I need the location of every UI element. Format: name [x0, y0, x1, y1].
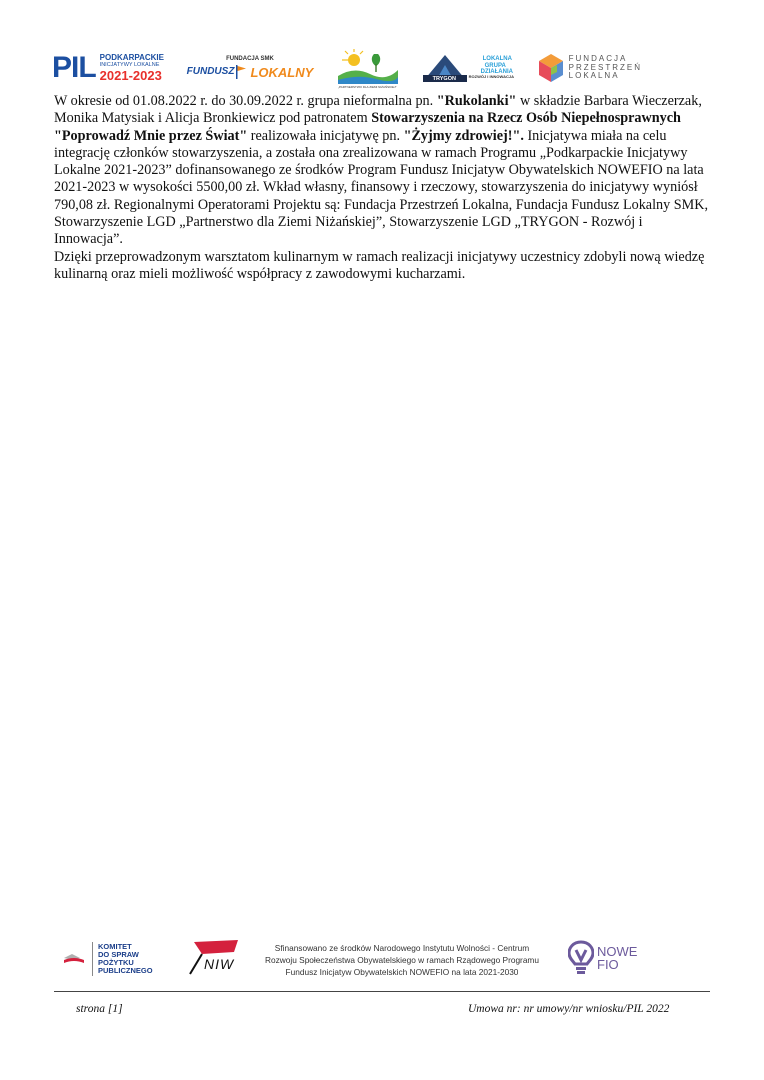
trygon-badge: TRYGON: [432, 75, 456, 82]
pil-logo-line1: PODKARPACKIE: [99, 52, 164, 62]
fpl-line2: PRZESTRZEŃ: [568, 62, 642, 72]
pil-logo-line2: INICJATYWY LOKALNE: [99, 61, 160, 68]
funding-line2: Rozwoju Społeczeństwa Obywatelskiego w ramach Rządowego Programu: [265, 955, 539, 965]
kdspp-text: [98, 943, 153, 975]
kdspp-divider: [92, 942, 93, 976]
trygon-line1: LOKALNA: [482, 56, 512, 63]
trygon-emblem: [423, 53, 467, 83]
landscape-icon: [336, 48, 400, 88]
kdspp-logo: [62, 942, 153, 976]
funding-line3: Fundusz Inicjatyw Obywatelskich NOWEFIO na lata 2021-2030: [285, 967, 519, 977]
eagle-flag-icon: [62, 950, 86, 968]
niw-logo-text: NIW: [204, 956, 235, 972]
trygon-line2: GRUPA: [484, 62, 506, 69]
kdspp-line1: KOMITET: [98, 942, 132, 952]
fundusz-lokalny-word1: FUNDUSZ: [186, 66, 235, 77]
contract-number: Umowa nr: nr umowy/nr wniosku/PIL 2022: [468, 1003, 670, 1015]
nowefio-logo: [568, 940, 637, 976]
partnerstwo-logo: [336, 48, 400, 88]
trygon-line4: ROZWÓJ I INNOWACJA: [468, 74, 514, 80]
group-name: "Rukolanki": [436, 93, 517, 109]
pil-logo-side: [100, 54, 164, 83]
nowefio-line1: NOWE: [597, 944, 638, 959]
pil-logo-main: PIL: [52, 51, 96, 84]
nowefio-line2: FIO: [597, 957, 619, 972]
fundusz-lokalny-bottom: [187, 64, 314, 80]
announcement-paragraph: [54, 93, 714, 283]
fundacja-przestrzen-lokalna-logo: [537, 53, 642, 83]
hexagon-cubes-icon: [537, 53, 565, 83]
flag-icon: [234, 64, 248, 80]
body-text-5: Dzięki przeprowadzonym warsztatom kulinarnym w ramach realizacji inicjatywy uczestnicy zdobyli nową wiedzę kulinarną oraz mieli możliwość współpracy z zawodowymi kucharzami.: [54, 248, 705, 282]
trygon-text: [469, 56, 514, 79]
fpl-line1: FUNDACJA: [568, 54, 628, 64]
body-text-2: w składzie Barbara Wieczerzak, Monika Matysiak i Alicja Bronkiewicz pod patronatem: [54, 93, 702, 127]
partnerstwo-logo-text: „PARTNERSTWO DLA ZIEMI NIŻAŃSKIEJ”: [337, 85, 397, 89]
initiative-name: "Żyjmy zdrowiej!".: [403, 127, 524, 144]
body-text-3: realizowała inicjatywę pn.: [247, 127, 404, 144]
body-text-1: W okresie od 01.08.2022 r. do 30.09.2022 r. grupa nieformalna pn.: [54, 93, 437, 109]
funding-note: [252, 942, 552, 978]
niw-logo: [188, 938, 240, 981]
trygon-logo: [423, 53, 514, 83]
header-logos: [52, 46, 642, 90]
nowefio-text: [597, 945, 637, 971]
pil-logo: [52, 53, 164, 83]
kdspp-line4: PUBLICZNEGO: [98, 965, 153, 975]
association-name: Stowarzyszenia na Rzecz Osób Niepełnosprawnych "Poprowadź Mnie przez Świat": [54, 110, 681, 144]
body-text-4: Inicjatywa miała na celu integrację członków stowarzyszenia, a została ona zrealizowana w ramach Programu „Podkarpackie Inicjatywy Lokalne 2021-2023” dofinansowanego ze środków Program Fundusz Inicjatyw Obywatelskich NOWEFIO na lata 2021-2023 w wysokości 5500,00 zł. Wkład własny, finansowy i rzeczowy, stowarzyszenia do inicjatywy wyniósł 790,08 zł. Regionalnymi Operatorami Projektu są: Fundacja Przestrzeń Lokalna, Fundacja Fundusz Lokalny SMK, Stowarzyszenie LGD „Partnerstwo dla Ziemi Niżańskiej”, Stowarzyszenie LGD „TRYGON - Rozwój i Innowacja”.: [54, 127, 709, 248]
kdspp-line3: POŻYTKU: [98, 958, 134, 967]
fundusz-lokalny-top: FUNDACJA SMK: [226, 56, 274, 62]
kdspp-line2: DO SPRAW: [98, 950, 139, 960]
fundusz-lokalny-logo: [187, 56, 314, 80]
fpl-line3: LOKALNA: [568, 71, 620, 81]
footer-logos: [62, 938, 662, 982]
funding-line1: Sfinansowano ze środków Narodowego Instytutu Wolności - Centrum: [274, 943, 530, 953]
pil-logo-line3: 2021-2023: [99, 68, 162, 84]
page-number: strona [1]: [76, 1003, 123, 1015]
fundusz-lokalny-word2: LOKALNY: [250, 64, 314, 80]
footer-divider: [54, 991, 710, 992]
fpl-text: [569, 55, 642, 80]
lightbulb-icon: [568, 940, 594, 976]
trygon-line3: DZIAŁANIA: [480, 69, 513, 76]
